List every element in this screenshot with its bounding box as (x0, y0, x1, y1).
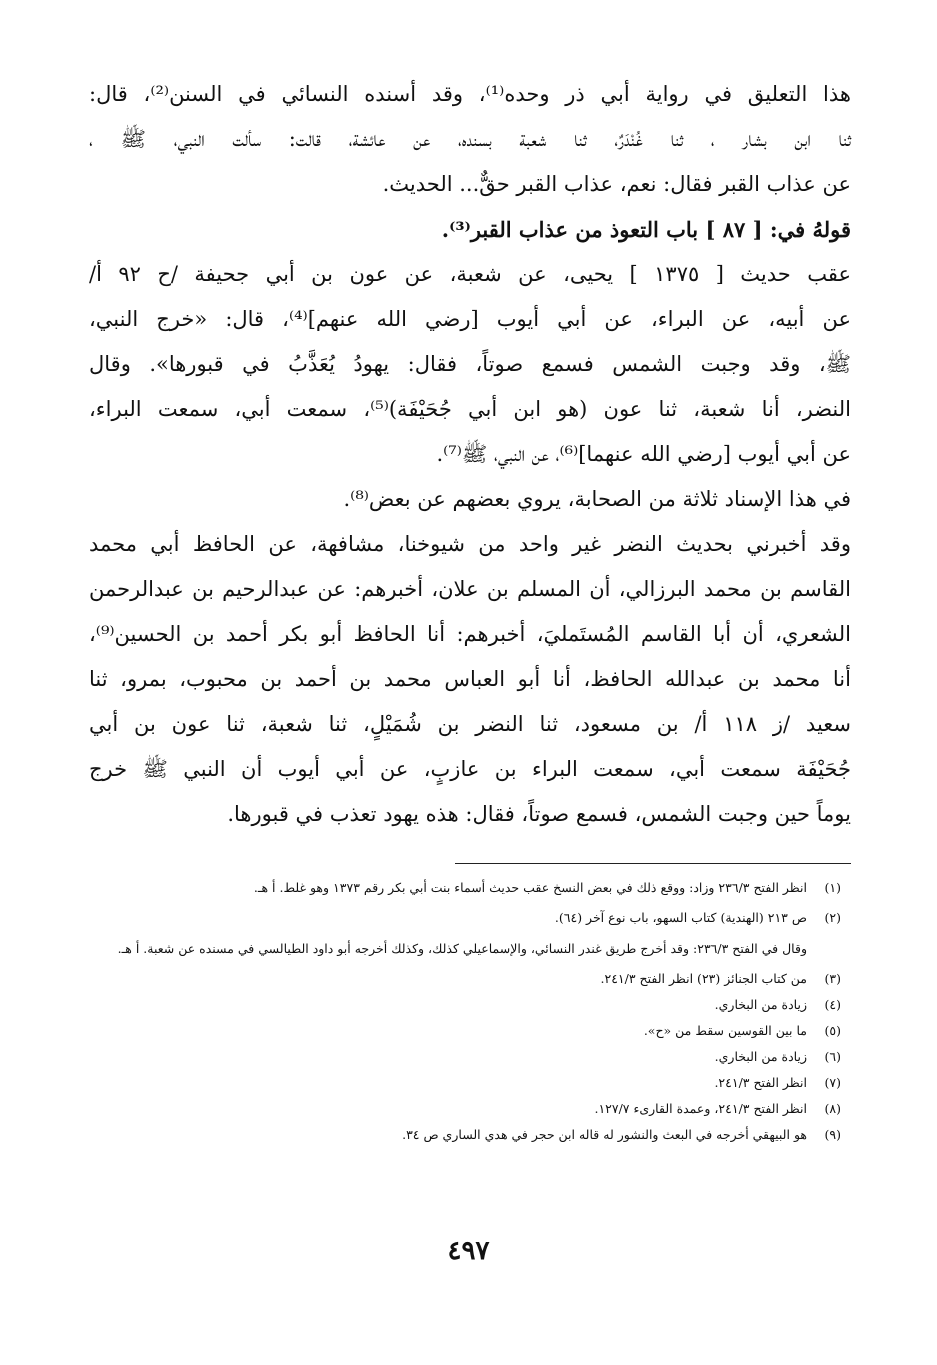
text-line (89, 477, 851, 522)
text-line-content: عن أبيه، عن البراء، عن أبي أيوب [رضي الله عنهم]⁽⁴⁾، قال: «خرج النبي، (89, 306, 851, 331)
text-line-content: يوماً حين وجبت الشمس، فسمع صوتاً، فقال: هذه يهود تعذب في قبورها. (227, 801, 851, 826)
text-line (89, 387, 851, 432)
footnote-number: (٩) (824, 1127, 841, 1142)
footnote-item (89, 1096, 841, 1122)
text-line (89, 612, 851, 657)
footnote-number: (٦) (824, 1049, 841, 1064)
footnote-text: هو البيهقي أخرجه في البعث والنشور له قاله ابن حجر في هدي الساري ص ٣٤. (402, 1127, 807, 1142)
text-line (89, 72, 851, 117)
footnote-item (89, 905, 841, 931)
chapter-heading-text: قولهُ في: [ ٨٧ ] باب التعوذ من عذاب القبر⁽³⁾. (441, 216, 851, 242)
text-line-content: في هذا الإسناد ثلاثة من الصحابة، يروي بعضهم عن بعض⁽⁸⁾. (343, 486, 851, 511)
footnote-text: وقال في الفتح ٢٣٦/٣: وقد أخرج طريق غندر النسائي، والإسماعيلي كذلك، وكذلك أخرجه أبو داود الطيالسي في مسنده عن شعبة. أ هـ. (117, 941, 807, 956)
text-line (89, 162, 851, 207)
footnote-item (89, 992, 841, 1018)
text-line (89, 342, 851, 387)
chapter-heading (89, 207, 851, 252)
text-line (89, 657, 851, 702)
footnote-text: زيادة من البخاري. (714, 997, 807, 1012)
footnote-number: (٨) (824, 1101, 841, 1116)
footnote-item (89, 1070, 841, 1096)
text-line (89, 747, 851, 792)
text-line-content: سعيد /ز ١١٨ أ/ بن مسعود، ثنا النضر بن شُمَيْلٍ، ثنا شعبة، ثنا عون بن أبي (89, 711, 852, 736)
footnote-number: (٥) (824, 1023, 841, 1038)
text-line (89, 792, 851, 837)
text-line-content: عقب حديث [ ١٣٧٥ ] يحيى، عن شعبة، عن عون بن أبي جحيفة /ح ٩٢ أ/ (89, 261, 851, 286)
footnote-item (89, 1122, 841, 1148)
footnote-text: ص ٢١٣ (الهندية) كتاب السهو، باب نوع آخر (٦٤). (554, 910, 807, 925)
text-line-content: النضر، أنا شعبة، ثنا عون (هو ابن أبي جُحَيْفَة)⁽⁵⁾، سمعت أبي، سمعت البراء، (89, 396, 851, 421)
footnote-continuation (89, 939, 841, 958)
page-number: ٤٩٧ (447, 1236, 490, 1266)
text-line (89, 432, 851, 477)
footnote-text: ما بين القوسين سقط من «ح». (643, 1023, 807, 1038)
footnote-text: زيادة من البخاري. (714, 1049, 807, 1064)
text-line (89, 117, 851, 162)
text-line-content: ثنا ابن بشار ، ثنا غُنْدَرٌ، ثنا شعبة بسنده، عن عائشة، قالت: سألت النبي، ﷺ ، (89, 126, 851, 151)
footnote-item (89, 878, 841, 897)
footnote-text: انظر الفتح ٢٣٦/٣ وزاد: ووقع ذلك في بعض النسخ عقب حديث أسماء بنت أبي بكر رقم ١٣٧٣ وهو غلط. أ هـ. (253, 880, 807, 895)
footnote-text: انظر الفتح ٢٤١/٣، وعمدة القارىء ١٢٧/٧. (594, 1101, 807, 1116)
text-line-content: جُحَيْفَة سمعت أبي، سمعت البراء بن عازبٍ، عن أبي أيوب أن النبي ﷺ خرج (89, 756, 851, 781)
footnote-number: (٧) (824, 1075, 841, 1090)
footnote-number: (٣) (824, 971, 841, 986)
text-line-content: الشعري، أن أبا القاسم المُستَمليَ، أخبرهم: أنا الحافظ أبو بكر أحمد بن الحسين⁽⁹⁾، (89, 621, 851, 646)
footnote-item (89, 1018, 841, 1044)
text-line (89, 297, 851, 342)
footnote-item (89, 1044, 841, 1070)
footnote-number: (٤) (824, 997, 841, 1012)
text-line (89, 702, 851, 747)
text-line-content: عن أبي أيوب [رضي الله عنهما]⁽⁶⁾، عن النبي، ﷺ⁽⁷⁾. (436, 441, 851, 466)
footnote-text: من كتاب الجنائز (٢٣) انظر الفتح ٢٤١/٣. (600, 971, 807, 986)
text-line-content: أنا محمد بن عبدالله الحافظ، أنا أبو العباس محمد بن أحمد بن محبوب، بمرو، ثنا (89, 666, 851, 691)
footnote-divider (455, 863, 851, 864)
footnote-item (89, 966, 841, 992)
footnotes (89, 878, 841, 1148)
footnote-number: (١) (824, 880, 841, 895)
text-line-content: هذا التعليق في رواية أبي ذر وحده⁽¹⁾، وقد أسنده النسائي في السنن⁽²⁾، قال: (89, 81, 851, 106)
text-line (89, 252, 851, 297)
text-line-content: وقد أخبرني بحديث النضر غير واحد من شيوخنا، مشافهة، عن الحافظ أبي محمد (89, 531, 851, 556)
text-line (89, 522, 851, 567)
text-line-content: عن عذاب القبر فقال: نعم، عذاب القبر حقٌّ... الحديث. (382, 171, 851, 196)
main-text (89, 72, 851, 837)
text-line-content: ﷺ، وقد وجبت الشمس فسمع صوتاً، فقال: يهودُ يُعَذَّبُ في قبورها». وقال (89, 351, 851, 376)
text-line-content: القاسم بن محمد البرزالي، أن المسلم بن علان، أخبرهم: عن عبدالرحيم بن عبدالرحمن (89, 576, 851, 601)
text-line (89, 567, 851, 612)
footnote-text: انظر الفتح ٢٤١/٣. (714, 1075, 807, 1090)
footnote-number: (٢) (824, 910, 841, 925)
